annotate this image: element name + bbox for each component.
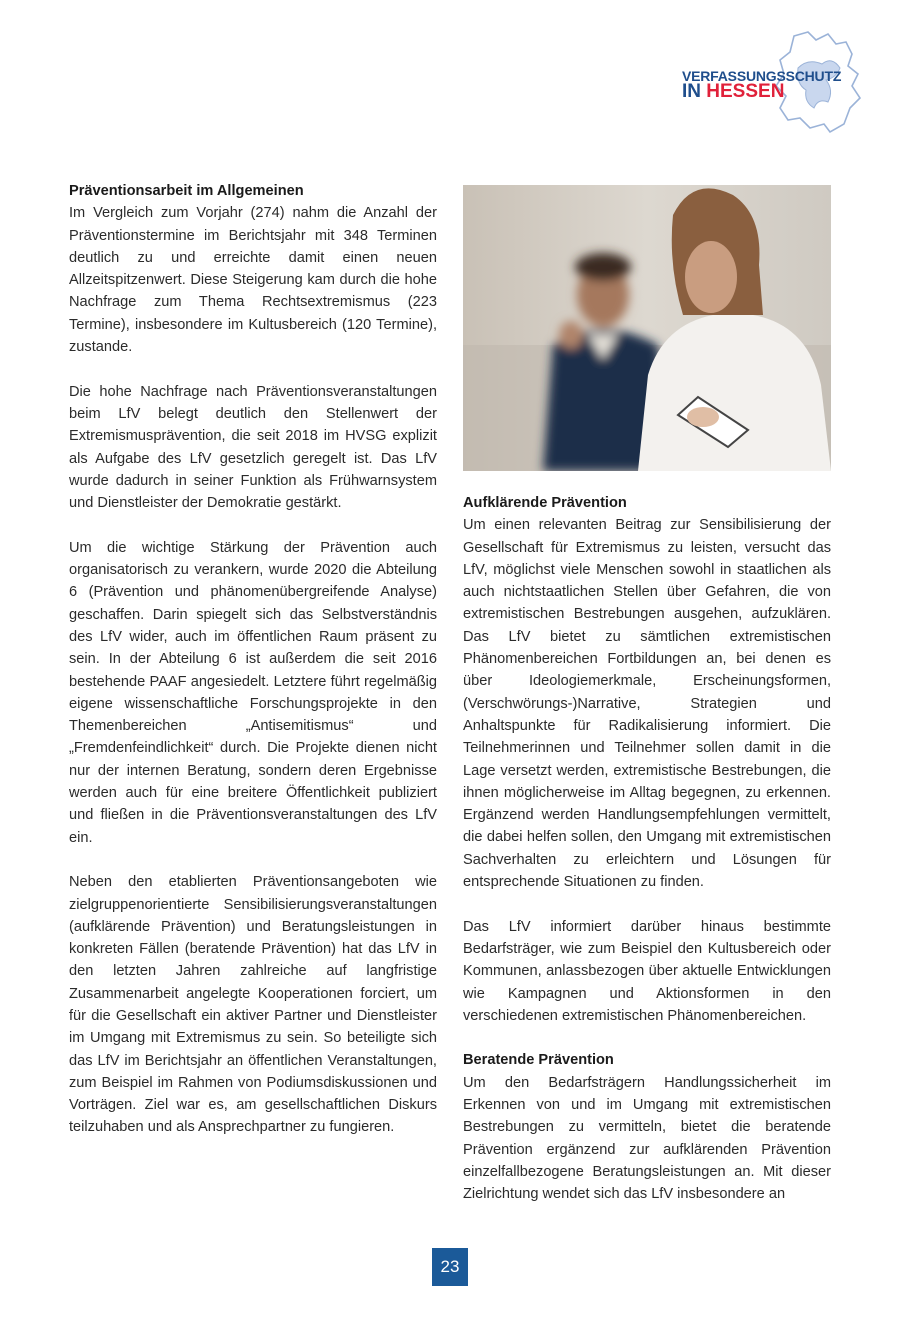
paragraph: Um die wichtige Stärkung der Prävention auch organisatorisch zu verankern, wurde 2020 die Abteilung 6 (Prävention und phänomenübergreifende Analyse) geschaffen. Darin spiegelt sich das Selbstverständnis des LfV wider, auch im öffentlichen Raum präsent zu sein. In der Abteilung 6 ist außerdem die seit 2016 bestehende PAAF angesiedelt. Letztere führt regelmäßig eigene wissenschaftliche Forschungsprojekte in den Themenbereichen „Antisemitismus“ und „Fremdenfeindlichkeit“ durch. Die Projekte dienen nicht nur der internen Beratung, sondern deren Ergebnisse werden auch für eine breitere Öffentlichkeit publiziert und fließen in die Präventionsveranstaltungen des LfV ein. — [69, 539, 437, 846]
left-column — [69, 180, 437, 1161]
paragraph: Um den Bedarfsträgern Handlungssicherheit im Erkennen von und im Umgang mit extremistischen Bestrebungen zu vermitteln, bietet die beratende Prävention ergänzend zur aufklärenden Prävention einzelfallbezogene Beratungsleistungen an. Mit dieser Zielrichtung wendet sich das LfV insbesondere an — [463, 1074, 831, 1203]
logo-in: IN — [682, 81, 701, 102]
right-column — [463, 492, 831, 1228]
consultation-photo — [463, 185, 831, 471]
paragraph: Im Vergleich zum Vorjahr (274) nahm die Anzahl der Präventionstermine im Berichtsjahr mit 348 Terminen deutlich zu und erreichte damit einen neuen Allzeitspitzenwert. Diese Steigerung kam durch die hohe Nachfrage zum Thema Rechtsextremismus (223 Termine), insbesondere im Kultusbereich (120 Termine), zustande. — [69, 205, 437, 356]
logo-hessen: HESSEN — [706, 81, 785, 102]
heading-praeventionsarbeit: Präventionsarbeit im Allgemeinen — [69, 183, 304, 199]
heading-aufklaerende-praevention: Aufklärende Prävention — [463, 495, 627, 511]
paragraph: Neben den etablierten Präventionsangeboten wie zielgruppenorientierte Sensibilisierungsveranstaltungen (aufklärende Prävention) und Beratungsleistungen in konkreten Fällen (beratende Prävention) hat das LfV in den letzten Jahren zahlreiche auf langfristige Zusammenarbeit angelegte Kooperationen forciert, um für die Gesellschaft ein aktiver Partner und Dienstleister im Umgang mit Extremismus zu sein. So beteiligte sich das LfV im Berichtsjahr an öffentlichen Veranstaltungen, zum Beispiel im Rahmen von Podiumsdiskussionen und Vorträgen. Ziel war es, am gesellschaftlichen Diskurs teilzuhaben und als Ansprechpartner zu fungieren. — [69, 874, 437, 1136]
verfassungsschutz-hessen-logo — [676, 28, 866, 140]
page-number: 23 — [432, 1248, 468, 1286]
logo-line-2 — [682, 81, 784, 103]
paragraph: Die hohe Nachfrage nach Präventionsveranstaltungen beim LfV belegt deutlich den Stellenwert der Extremismusprävention, die seit 2018 im HVSG explizit als Aufgabe des LfV gesetzlich geregelt ist. Das LfV wurde dadurch in seiner Funktion als Frühwarnsystem und Dienstleister der Demokratie gestärkt. — [69, 383, 437, 512]
paragraph: Das LfV informiert darüber hinaus bestimmte Bedarfsträger, wie zum Beispiel den Kultusbereich oder Kommunen, anlassbezogen über aktuelle Entwicklungen wie Kampagnen und Aktionsformen in den verschiedenen extremistischen Phänomenbereichen. — [463, 918, 831, 1024]
heading-beratende-praevention: Beratende Prävention — [463, 1052, 614, 1069]
logo-line-1: VERFASSUNGSSCHUTZ — [682, 68, 842, 84]
paragraph: Um einen relevanten Beitrag zur Sensibilisierung der Gesellschaft für Extremismus zu leisten, versucht das LfV, möglichst viele Menschen sowohl in staatlichen als auch nichtstaatlichen Stellen über Gefahren, die von extremistischen Bestrebungen ausgehen, aufzuklären. Das LfV bietet zu sämtlichen extremistischen Phänomenbereichen Fortbildungen an, bei denen es über Ideologiemerkmale, Erscheinungsformen, (Verschwörungs-)Narrative, Strategien und Anhaltspunkte für Radikalisierung informiert. Die Teilnehmerinnen und Teilnehmer sollen damit in die Lage versetzt werden, extremistische Bestrebungen, die ihnen möglicherweise im Alltag begegnen, zu erkennen. Ergänzend werden Handlungsempfehlungen vermittelt, die dabei helfen sollen, den Umgang mit extremistischen Sachverhalten zu erleichtern und Lösungen für entsprechende Situationen zu finden. — [463, 517, 831, 891]
